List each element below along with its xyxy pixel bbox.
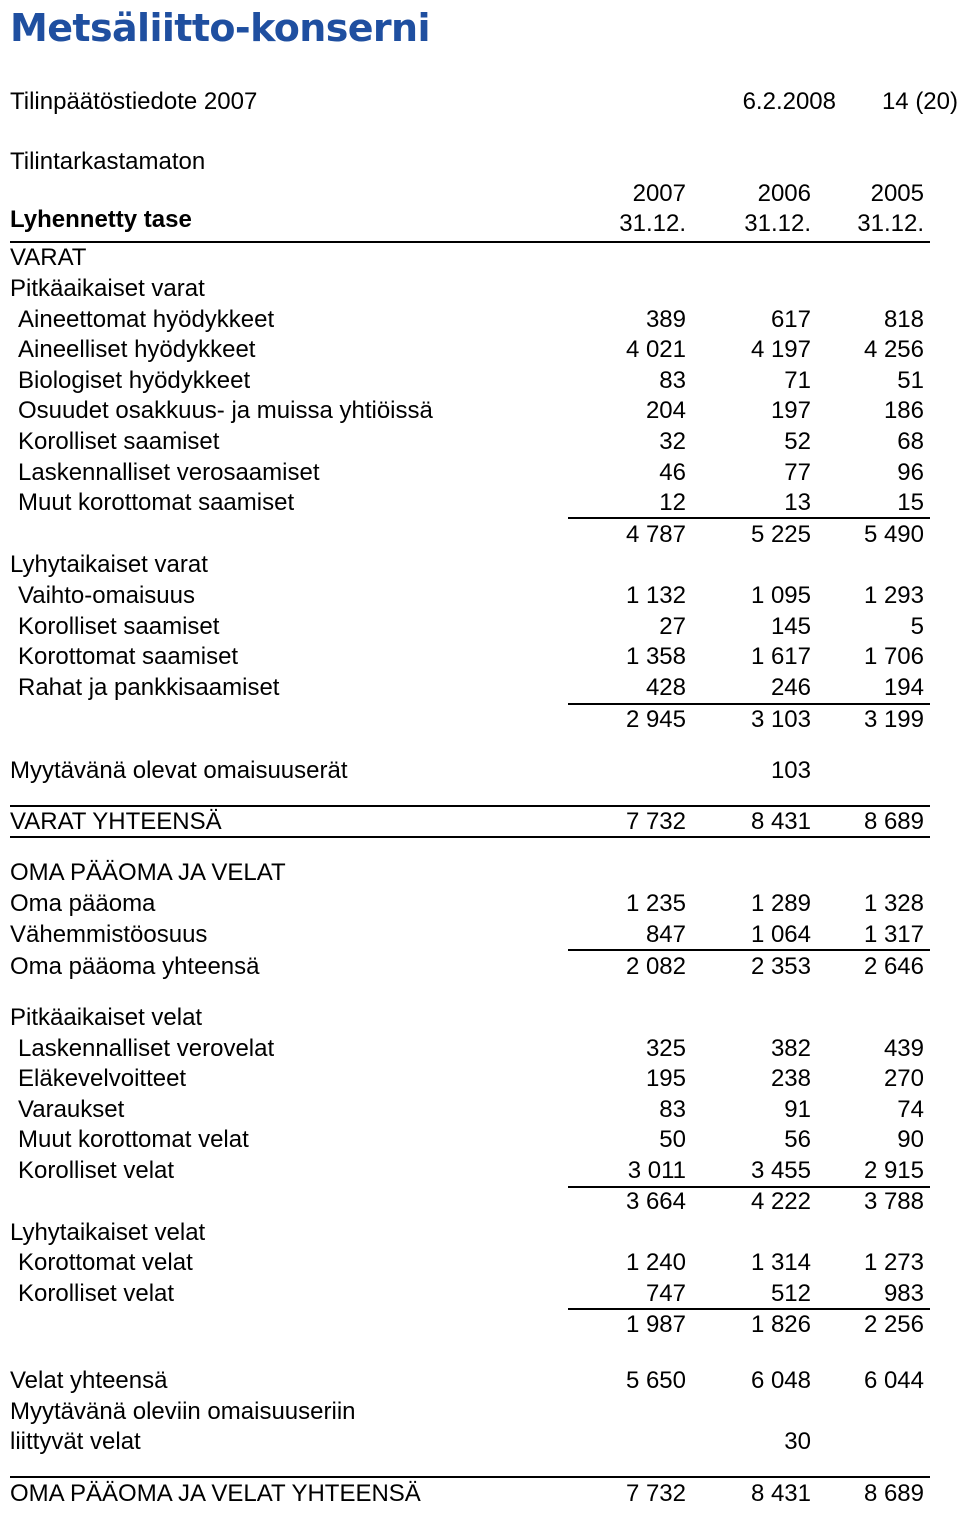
row-value: 270 bbox=[883, 1065, 924, 1092]
column-year: 2007 bbox=[632, 180, 686, 207]
row-value: 3 455 bbox=[750, 1157, 811, 1184]
row-label: Korolliset velat bbox=[18, 1280, 175, 1307]
row-value: 6 048 bbox=[750, 1367, 811, 1394]
row-value: 83 bbox=[659, 367, 686, 394]
row-value: 5 490 bbox=[863, 521, 924, 548]
row-value: 2 915 bbox=[863, 1157, 924, 1184]
row-value: 1 706 bbox=[863, 643, 924, 670]
row-label: Pitkäaikaiset varat bbox=[10, 275, 205, 302]
subtotal-rule bbox=[568, 1308, 930, 1310]
subtotal-rule bbox=[568, 949, 930, 951]
row-value: 2 353 bbox=[750, 953, 811, 980]
row-value: 6 044 bbox=[863, 1367, 924, 1394]
row-value: 983 bbox=[883, 1280, 924, 1307]
row-label: Oma pääoma yhteensä bbox=[10, 953, 260, 980]
company-logo: Metsäliitto-konserni bbox=[10, 6, 430, 50]
row-value: 103 bbox=[770, 757, 811, 784]
row-value: 3 664 bbox=[625, 1188, 686, 1215]
row-label: Korottomat velat bbox=[18, 1249, 193, 1276]
row-label: Korolliset saamiset bbox=[18, 613, 220, 640]
column-date: 31.12. bbox=[619, 210, 686, 237]
row-label: OMA PÄÄOMA JA VELAT YHTEENSÄ bbox=[10, 1480, 421, 1507]
row-value: 2 945 bbox=[625, 706, 686, 733]
row-value: 1 317 bbox=[863, 921, 924, 948]
row-label: Oma pääoma bbox=[10, 890, 156, 917]
row-value: 1 314 bbox=[750, 1249, 811, 1276]
column-date: 31.12. bbox=[744, 210, 811, 237]
subtotal-rule bbox=[568, 1186, 930, 1188]
row-value: 194 bbox=[883, 674, 924, 701]
row-value: 1 289 bbox=[750, 890, 811, 917]
row-value: 439 bbox=[883, 1035, 924, 1062]
row-label: Myytävänä oleviin omaisuuseriin bbox=[10, 1398, 356, 1425]
row-label: Aineelliset hyödykkeet bbox=[18, 336, 256, 363]
row-label: Aineettomat hyödykkeet bbox=[18, 306, 275, 333]
table-title: Lyhennetty tase bbox=[10, 206, 192, 233]
row-value: 2 646 bbox=[863, 953, 924, 980]
row-label: Rahat ja pankkisaamiset bbox=[18, 674, 280, 701]
row-value: 1 064 bbox=[750, 921, 811, 948]
row-value: 91 bbox=[784, 1096, 811, 1123]
row-label: Muut korottomat saamiset bbox=[18, 489, 295, 516]
row-label: Vaihto-omaisuus bbox=[18, 582, 195, 609]
row-value: 8 431 bbox=[750, 808, 811, 835]
row-value: 1 273 bbox=[863, 1249, 924, 1276]
row-value: 4 256 bbox=[863, 336, 924, 363]
row-value: 818 bbox=[883, 306, 924, 333]
row-label: Velat yhteensä bbox=[10, 1367, 168, 1394]
row-value: 2 082 bbox=[625, 953, 686, 980]
row-value: 1 328 bbox=[863, 890, 924, 917]
total-rule bbox=[10, 836, 930, 838]
row-value: 246 bbox=[770, 674, 811, 701]
row-value: 4 021 bbox=[625, 336, 686, 363]
row-label: Laskennalliset verosaamiset bbox=[18, 459, 320, 486]
row-value: 5 650 bbox=[625, 1367, 686, 1394]
row-value: 83 bbox=[659, 1096, 686, 1123]
row-value: 145 bbox=[770, 613, 811, 640]
row-label: Lyhytaikaiset varat bbox=[10, 551, 208, 578]
subtotal-rule bbox=[568, 703, 930, 705]
row-label: liittyvät velat bbox=[10, 1428, 141, 1455]
row-value: 186 bbox=[883, 397, 924, 424]
row-value: 1 095 bbox=[750, 582, 811, 609]
row-value: 68 bbox=[897, 428, 924, 455]
row-value: 4 197 bbox=[750, 336, 811, 363]
row-label: Myytävänä olevat omaisuuserät bbox=[10, 757, 348, 784]
row-value: 847 bbox=[645, 921, 686, 948]
row-value: 617 bbox=[770, 306, 811, 333]
row-value: 4 787 bbox=[625, 521, 686, 548]
row-value: 3 011 bbox=[627, 1157, 686, 1184]
row-value: 71 bbox=[784, 367, 811, 394]
row-label: VARAT YHTEENSÄ bbox=[10, 808, 222, 835]
audit-status: Tilintarkastamaton bbox=[10, 148, 206, 175]
row-value: 1 358 bbox=[625, 643, 686, 670]
row-value: 8 431 bbox=[750, 1480, 811, 1507]
column-date: 31.12. bbox=[857, 210, 924, 237]
row-label: OMA PÄÄOMA JA VELAT bbox=[10, 859, 286, 886]
page-number: 14 (20) bbox=[881, 88, 958, 115]
row-value: 8 689 bbox=[863, 808, 924, 835]
row-value: 32 bbox=[659, 428, 686, 455]
row-value: 5 bbox=[910, 613, 924, 640]
row-label: Vähemmistöosuus bbox=[10, 921, 208, 948]
row-value: 27 bbox=[659, 613, 686, 640]
row-value: 3 199 bbox=[863, 706, 924, 733]
row-value: 5 225 bbox=[750, 521, 811, 548]
row-label: Muut korottomat velat bbox=[18, 1126, 249, 1153]
row-label: Varaukset bbox=[18, 1096, 125, 1123]
row-value: 382 bbox=[770, 1035, 811, 1062]
column-year: 2005 bbox=[870, 180, 924, 207]
row-value: 1 293 bbox=[863, 582, 924, 609]
row-value: 13 bbox=[784, 489, 811, 516]
row-value: 238 bbox=[770, 1065, 811, 1092]
row-label: Lyhytaikaiset velat bbox=[10, 1219, 206, 1246]
row-value: 325 bbox=[645, 1035, 686, 1062]
row-label: Osuudet osakkuus- ja muissa yhtiöissä bbox=[18, 397, 433, 424]
row-value: 51 bbox=[897, 367, 924, 394]
row-value: 74 bbox=[897, 1096, 924, 1123]
row-value: 428 bbox=[645, 674, 686, 701]
row-value: 30 bbox=[784, 1428, 811, 1455]
row-value: 50 bbox=[659, 1126, 686, 1153]
total-rule bbox=[10, 805, 930, 807]
subtotal-rule bbox=[568, 517, 930, 519]
row-label: Korolliset velat bbox=[18, 1157, 175, 1184]
row-value: 1 240 bbox=[625, 1249, 686, 1276]
row-value: 77 bbox=[784, 459, 811, 486]
total-rule bbox=[10, 1476, 930, 1478]
row-value: 56 bbox=[784, 1126, 811, 1153]
row-value: 12 bbox=[659, 489, 686, 516]
row-value: 15 bbox=[897, 489, 924, 516]
row-value: 8 689 bbox=[863, 1480, 924, 1507]
report-date: 6.2.2008 bbox=[742, 88, 836, 115]
column-year: 2006 bbox=[757, 180, 811, 207]
row-value: 1 987 bbox=[625, 1311, 686, 1338]
report-title: Tilinpäätöstiedote 2007 bbox=[10, 88, 258, 115]
row-value: 7 732 bbox=[625, 1480, 686, 1507]
row-label: Pitkäaikaiset velat bbox=[10, 1004, 203, 1031]
row-label: Korolliset saamiset bbox=[18, 428, 220, 455]
row-value: 3 788 bbox=[863, 1188, 924, 1215]
row-value: 389 bbox=[645, 306, 686, 333]
row-value: 46 bbox=[659, 459, 686, 486]
row-value: 1 235 bbox=[625, 890, 686, 917]
row-value: 1 826 bbox=[750, 1311, 811, 1338]
row-value: 1 132 bbox=[625, 582, 686, 609]
row-value: 195 bbox=[645, 1065, 686, 1092]
row-label: Laskennalliset verovelat bbox=[18, 1035, 275, 1062]
row-value: 747 bbox=[645, 1280, 686, 1307]
row-label: Korottomat saamiset bbox=[18, 643, 239, 670]
row-value: 197 bbox=[770, 397, 811, 424]
row-value: 204 bbox=[645, 397, 686, 424]
row-value: 512 bbox=[770, 1280, 811, 1307]
row-value: 96 bbox=[897, 459, 924, 486]
row-label: Eläkevelvoitteet bbox=[18, 1065, 187, 1092]
row-value: 7 732 bbox=[625, 808, 686, 835]
row-value: 2 256 bbox=[863, 1311, 924, 1338]
row-value: 52 bbox=[784, 428, 811, 455]
header-rule bbox=[10, 241, 930, 243]
row-value: 3 103 bbox=[750, 706, 811, 733]
row-label: Biologiset hyödykkeet bbox=[18, 367, 251, 394]
row-value: 1 617 bbox=[750, 643, 811, 670]
row-label: VARAT bbox=[10, 244, 87, 271]
row-value: 4 222 bbox=[750, 1188, 811, 1215]
row-value: 90 bbox=[897, 1126, 924, 1153]
